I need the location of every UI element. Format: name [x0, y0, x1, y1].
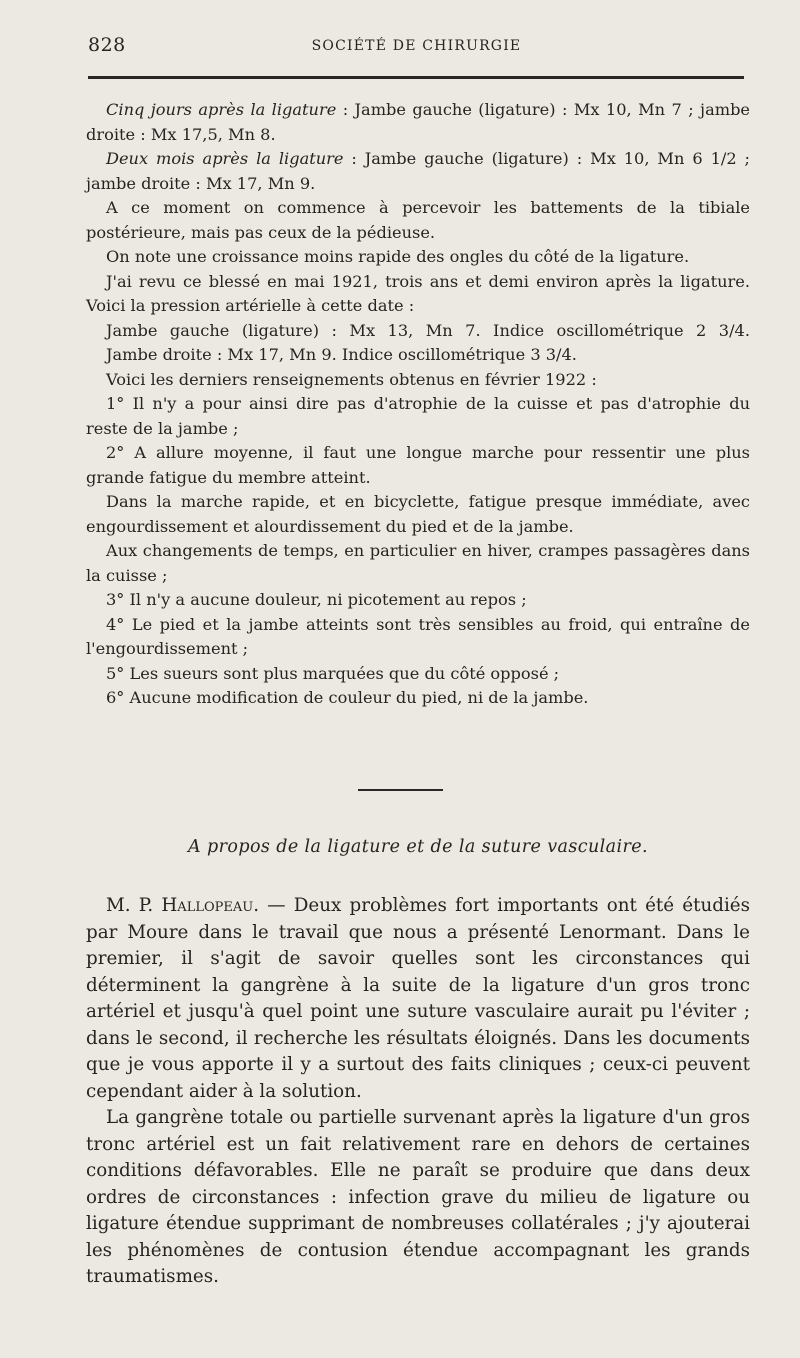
- paragraph: Aux changements de temps, en particulier en hiver, crampes passagères dans la cuisse ;: [86, 541, 750, 585]
- paragraph: La gangrène totale ou partielle survenant après la ligature d'un gros tronc artériel est un fait relativement rare en dehors de certaines conditions défavorables. Elle ne paraît se produire que dans deux ordres de circonstances : infection grave du milieu de ligature ou ligature étendue supprimant de nombreuses collatérales ; j'y ajouterai les phénomènes de contusion étendue accompagnant les grands traumatismes.: [86, 1107, 750, 1287]
- paragraph-text: : Jambe gauche (ligature) : Mx 10, Mn 7 ; jambe droite : Mx 17,5, Mn 8.: [86, 100, 751, 144]
- paragraph: On note une croissance moins rapide des ongles du côté de la ligature.: [106, 247, 690, 266]
- italic-lead: Deux mois après la ligature: [106, 149, 344, 168]
- list-item: 6° Aucune modification de couleur du pied, ni de la jambe.: [106, 688, 589, 707]
- paragraph: [86, 98, 750, 147]
- paragraph: Jambe droite : Mx 17, Mn 9. Indice oscillométrique 3 3/4.: [106, 345, 577, 364]
- running-head: [88, 34, 745, 60]
- page-number: 828: [88, 34, 126, 56]
- header-rule: [88, 76, 744, 79]
- list-item: 1° Il n'y a pour ainsi dire pas d'atrophie de la cuisse et pas d'atrophie du reste de la jambe ;: [86, 394, 750, 438]
- paragraph: Dans la marche rapide, et en bicyclette, fatigue presque immédiate, avec engourdissement et alourdissement du pied et de la jambe.: [86, 492, 750, 536]
- case-notes: [86, 98, 750, 711]
- speaker-name: M. P. Hallopeau.: [106, 895, 260, 916]
- journal-title: SOCIÉTÉ DE CHIRURGIE: [311, 38, 522, 54]
- paragraph: [86, 893, 750, 1105]
- list-item: 4° Le pied et la jambe atteints sont très sensibles au froid, qui entraîne de l'engourdissement ;: [86, 614, 750, 658]
- section-title: A propos de la ligature et de la suture vasculaire.: [188, 837, 648, 857]
- paragraph: Jambe gauche (ligature) : Mx 13, Mn 7. Indice oscillométrique 2 3/4.: [106, 320, 750, 340]
- section-divider: [358, 789, 443, 791]
- discussion: [86, 893, 750, 1291]
- list-item: 3° Il n'y a aucune douleur, ni picotement au repos ;: [106, 590, 527, 609]
- list-item: 2° A allure moyenne, il faut une longue marche pour ressentir une plus grande fatigue du membre atteint.: [86, 443, 750, 487]
- italic-lead: Cinq jours après la ligature: [106, 100, 337, 119]
- paragraph-text: — Deux problèmes fort importants ont été étudiés par Moure dans le travail que nous a présenté Lenormant. Dans le premier, il s'agit de savoir quelles sont les circonstances qui déterminent la gangrène à la suite de la ligature d'un gros tronc artériel et jusqu'à quel point une suture vasculaire aurait pu l'éviter ; dans le second, il recherche les résultats éloignés. Dans les documents que je vous apporte il y a surtout des faits cliniques ; ceux-ci peuvent cependant aider à la solution.: [86, 895, 750, 1102]
- paragraph: J'ai revu ce blessé en mai 1921, trois ans et demi environ après la ligature. Voici la pression artérielle à cette date :: [86, 271, 750, 315]
- paragraph: Voici les derniers renseignements obtenus en février 1922 :: [106, 369, 597, 389]
- list-item: 5° Les sueurs sont plus marquées que du côté opposé ;: [106, 663, 560, 683]
- paragraph-text: : Jambe gauche (ligature) : Mx 10, Mn 6 1/2 ; jambe droite : Mx 17, Mn 9.: [86, 149, 751, 193]
- paragraph: A ce moment on commence à percevoir les battements de la tibiale postérieure, mais pas ceux de la pédieuse.: [86, 198, 750, 242]
- paragraph: [86, 147, 750, 196]
